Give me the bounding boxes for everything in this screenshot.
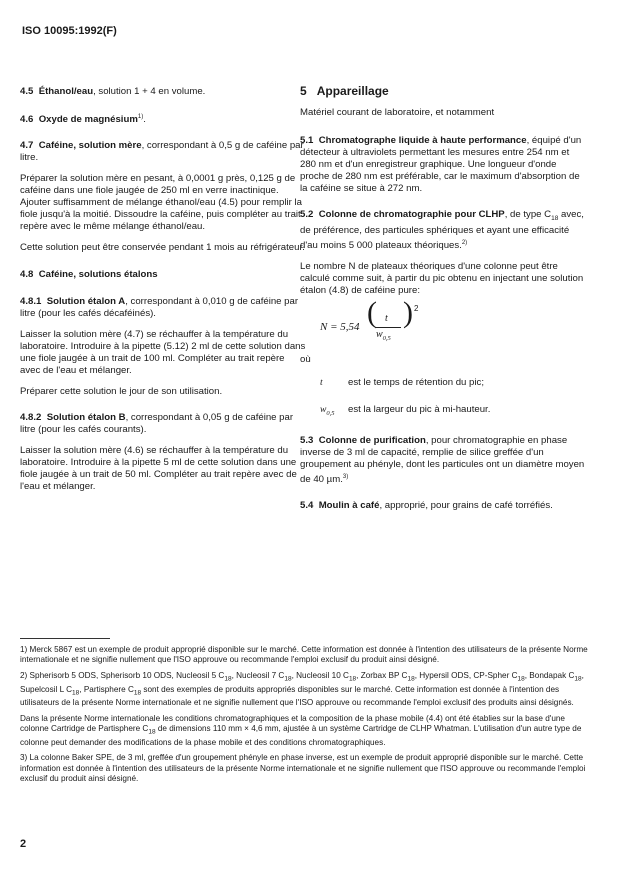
section-4-8-2: 4.8.2 Solution étalon B, correspondant à 0,05 g de caféine par litre (pour les cafés courants). [20,412,294,436]
section-5-heading: 5 Appareillage [300,84,389,98]
section-4-8-1-paragraph-2: Préparer cette solution le jour de son utilisation. [20,386,223,398]
definition-symbol-w: $w_{0,5}$ [320,404,335,417]
section-5-3: 5.3 Colonne de purification, pour chromatographie en phase inverse de 3 ml de capacité, remplie de silice greffée d'un groupement au phényle, dont les particules ont un diamètre moyen de 40 µm.$^{3)}$ [300,434,585,486]
left-column [20,86,307,493]
page-number: 2 [20,838,27,850]
footnote-1: 1) Merck 5867 est un exemple de produit approprié disponible sur le marché. Cette information est donnée à l'intention des utilisateurs de la présente Norme internationale et ne signifie nullement que l'ISO approuve ou recommande l'emploi exclusif du produit ainsi désigné. [20,645,588,665]
formula-plates [300,296,586,351]
formula-denominator: $w_{0,5}$ [376,329,391,343]
footnote-2: 2) Spherisorb 5 ODS, Spherisorb 10 ODS, Nucleosil 5 $C_{18}$, Nucleosil 7 $C_{18}$, Nucleosil 10 $C_{18}$, Zorbax BP $C_{18}$, Hypersil ODS, CP-Spher $C_{18}$, Bondapak $C_{18}$, Supelcosil L $C_{18}$, Partisphere $C_{18}$ sont des exemples de produits appropriés disponibles sur le marché. Cette information est donnée à l'intention des utilisateurs de la présente Norme internationale et ne signifie nullement que l'ISO approuve ou recommande l'emploi exclusif des produits ainsi désignés. [20,670,584,708]
formula-exponent: 2 [414,304,419,314]
section-4-8-1: 4.8.1 Solution étalon A, correspondant à 0,010 g de caféine par litre (pour les cafés décaféinés). [20,296,299,320]
footnote-2-continued: Dans la présente Norme internationale les conditions chromatographiques et la composition de la phase mobile (4.4) ont été établies sur la base d'une colonne Cartridge de Partisphere $C_{18}$ de dimensions 110 mm × 4,6 mm, ajustée à un système Cartridge de CLHP Whatman. L'utilisation d'un autre type de colonne peut demander des modifications de la phase mobile et des conditions chromatographiques. [20,713,582,747]
section-4-6: 4.6 Oxyde de magnésium$^{1)}$. [20,114,146,126]
section-4-5: 4.5 Éthanol/eau, solution 1 + 4 en volume. [20,86,206,97]
formula-paren-left: ( [367,296,377,330]
section-5-1: 5.1 Chromatographe liquide à haute performance, équipé d'un détecteur à ultraviolets permettant les mesures entre 254 nm et 280 nm et d'un enregistreur graphique. Une longueur d'onde proche de 280 nm est préférable, car le maximum d'absorption de la caféine se situe à 272 nm. [300,135,582,194]
section-5-4: 5.4 Moulin à café, approprié, pour grains de café torréfiés. [300,500,553,512]
footnote-separator [20,638,110,639]
section-5-2-paragraph: Le nombre N de plateaux théoriques d'une colonne peut être calculé comme suit, à partir du pic obtenu en injectant une solution étalon (4.8) de caféine pure: [300,261,584,297]
formula-where: où [300,354,311,366]
formula-numerator: t [385,313,388,325]
formula-lhs: N = 5,54 [320,321,360,334]
definition-symbol-t: t [320,377,323,389]
footnotes [20,638,595,789]
formula-paren-right: ) [403,296,413,330]
section-4-7: 4.7 Caféine, solution mère, correspondant à 0,5 g de caféine par litre. [20,140,304,164]
right-column [300,86,586,512]
document-header: ISO 10095:1992(F) [22,25,117,37]
section-4-8: 4.8 Caféine, solutions étalons [20,269,158,281]
definition-text-w: est la largeur du pic à mi-hauteur. [348,404,491,415]
section-4-7-paragraph-2: Cette solution peut être conservée pendant 1 mois au réfrigérateur. [20,242,305,254]
section-4-8-1-paragraph-1: Laisser la solution mère (4.7) se réchauffer à la température du laboratoire. Introduire à la pipette (5.12) 2 ml de cette solution dans une fiole jaugée à un trait de 100 ml. Compléter au trait repère avec de l'eau et mélanger. [20,329,306,377]
section-5-2: 5.2 Colonne de chromatographie pour CLHP, de type $C_{18}$ avec, de préférence, des particules sphériques et ayant une efficacité d'au moins 5 000 plateaux théoriques.$^{2)}$ [300,209,584,252]
definition-text-t: est le temps de rétention du pic; [348,377,484,389]
footnote-3: 3) La colonne Baker SPE, de 3 ml, greffée d'un groupement phényle en phase inverse, est un exemple de produit approprié disponible sur le marché. Cette information est donnée à l'intention des utilisateurs de la présente Norme internationale et ne signifie nullement que l'ISO approuve ou recommande l'emploi exclusif du produit ainsi désigné. [20,753,586,783]
section-4-8-2-paragraph-1: Laisser la solution mère (4.6) se réchauffer à la température du laboratoire. Introduire à la pipette 5 ml de cette solution dans une fiole jaugée à un trait de 50 ml. Compléter au trait repère avec de l'eau et mélanger. [20,445,297,493]
formula-fraction-bar [375,327,401,328]
formula-definitions [320,377,586,420]
section-5-intro: Matériel courant de laboratoire, et notamment [300,107,495,118]
section-4-7-paragraph-1: Préparer la solution mère en pesant, à 0,0001 g près, 0,125 g de caféine dans une fiole jaugée de 250 ml en verre inactinique. Ajouter suffisamment de mélange éthanol/eau (4.5) pour remplir la fiole jusqu'à la moitié. Dissoudre la caféine, puis compléter au trait repère avec le même mélange éthanol/eau. [20,173,302,233]
